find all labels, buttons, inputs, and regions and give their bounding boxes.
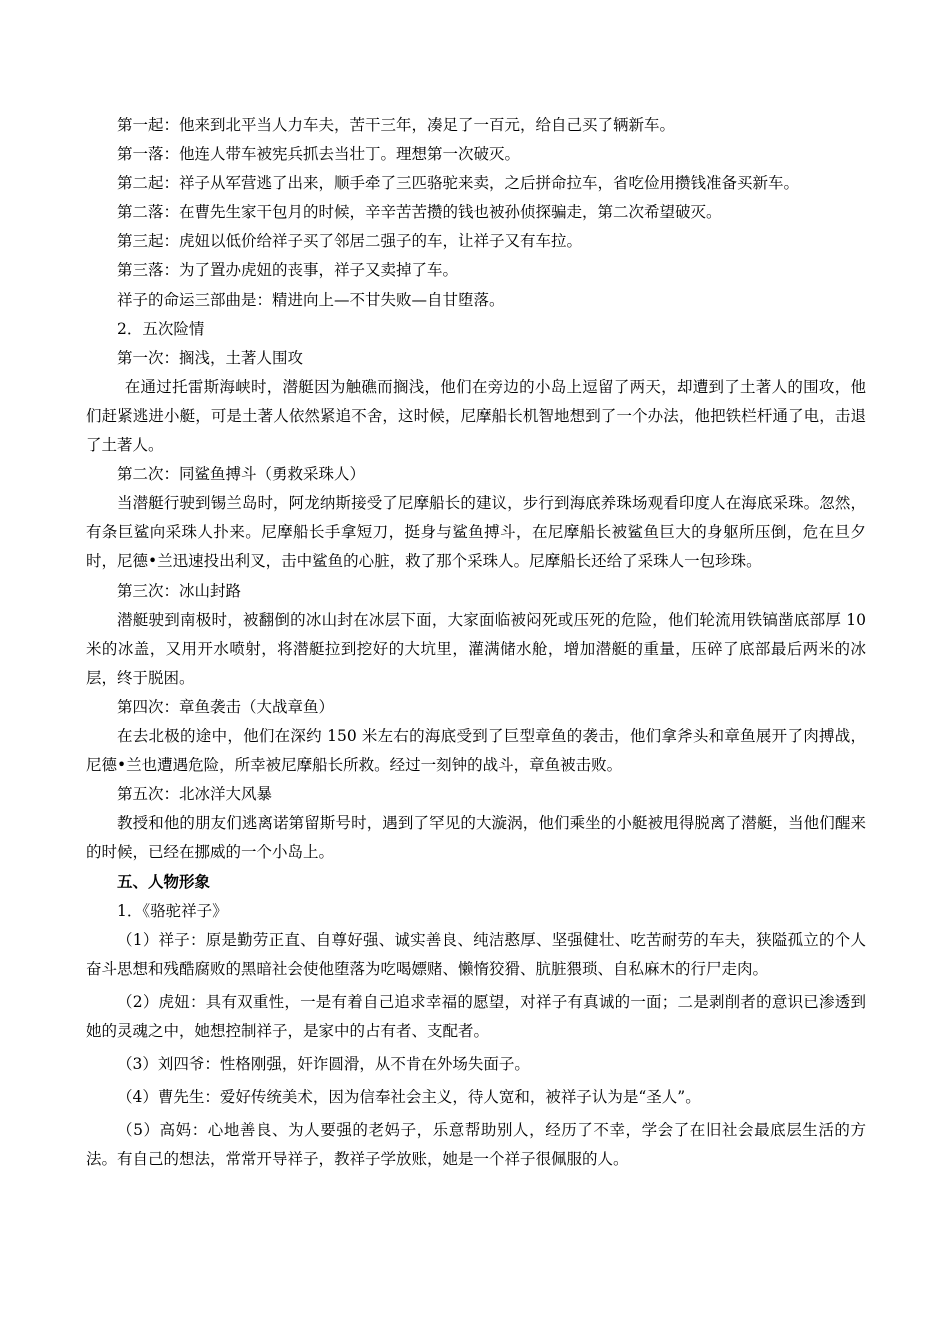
- danger-1-text: 在通过托雷斯海峡时，潜艇因为触礁而搁浅，他们在旁边的小岛上逗留了两天，却遭到了土著人的围攻，他们赶紧逃进小艇，可是土著人依然紧追不舍，这时候，尼摩船长机智地想到了一个办法，他把铁栏杆通了电，击退了土著人。: [86, 377, 866, 455]
- danger-2-title: 第二次：同鲨鱼搏斗（勇救采珠人）: [117, 465, 366, 484]
- paragraph-second-rise: 第二起：祥子从军营逃了出来，顺手牵了三匹骆驼来卖，之后拼命拉车，省吃俭用攒钱准备买新车。: [117, 174, 800, 193]
- character-huniu: （2）虎妞：具有双重性，一是有着自己追求幸福的愿望，对祥子有真诚的一面；二是剥削者的意识已渗透到她的灵魂之中，她想控制祥子，是家中的占有者、支配者。: [86, 992, 866, 1040]
- paragraph-first-rise: 第一起：他来到北平当人力车夫，苦干三年，凑足了一百元，给自己买了辆新车。: [117, 116, 676, 134]
- danger-3-text: 潜艇驶到南极时，被翻倒的冰山封在冰层下面，大家面临被闷死或压死的危险，他们轮流用铁镐凿底部厚 10 米的冰盖，又用开水喷射，将潜艇拉到挖好的大坑里，灌满储水舱，增加潜艇的重量，压碎了底部最后两米的冰层，终于脱困。: [86, 610, 866, 687]
- character-gao-ma: （5）高妈：心地善良、为人要强的老妈子，乐意帮助别人，经历了不幸，学会了在旧社会最底层生活的方法。有自己的想法，常常开导祥子，教祥子学放账，她是一个祥子很佩服的人。: [86, 1121, 866, 1169]
- danger-5-text: 教授和他的朋友们逃离诺第留斯号时，遇到了罕见的大漩涡，他们乘坐的小艇被甩得脱离了潜艇，当他们醒来的时候，已经在挪威的一个小岛上。: [86, 814, 866, 862]
- section-heading-characters: 五、人物形象: [117, 872, 211, 892]
- paragraph-second-fall: 第二落：在曹先生家干包月的时候，辛辛苦苦攒的钱也被孙侦探骗走，第二次希望破灭。: [117, 203, 722, 222]
- character-xiangzi: （1）祥子：原是勤劳正直、自尊好强、诚实善良、纯洁憨厚、坚强健壮、吃苦耐劳的车夫，狭隘孤立的个人奋斗思想和残酷腐败的黑暗社会使他堕落为吃喝嫖赌、懒惰狡猾、肮脏猥琐、自私麻木的行尸走肉。: [86, 930, 866, 978]
- paragraph-first-fall: 第一落：他连人带车被宪兵抓去当壮丁。理想第一次破灭。: [117, 145, 521, 164]
- paragraph-third-fall: 第三落：为了置办虎妞的丧事，祥子又卖掉了车。: [117, 261, 459, 280]
- danger-5-title: 第五次：北冰洋大风暴: [117, 785, 273, 804]
- danger-3-title: 第三次：冰山封路: [117, 581, 242, 600]
- paragraph-third-rise: 第三起：虎妞以低价给祥子买了邻居二强子的车，让祥子又有车拉。: [117, 232, 583, 251]
- document-body: [86, 111, 866, 1174]
- danger-4-text: 在去北极的途中，他们在深约 150 米左右的海底受到了巨型章鱼的袭击，他们拿斧头和章鱼展开了肉搏战，尼德•兰也遭遇危险，所幸被尼摩船长所救。经过一刻钟的战斗，章鱼被击败。: [86, 726, 866, 775]
- subsection-heading-camel-xiangzi: 1．《骆驼祥子》: [117, 901, 228, 920]
- character-liu-siye: （3）刘四爷：性格刚强，奸诈圆滑，从不肯在外场失面子。: [117, 1055, 530, 1073]
- paragraph-fate-trilogy: 祥子的命运三部曲是：精进向上—不甘失败—自甘堕落。: [117, 290, 505, 309]
- danger-4-title: 第四次：章鱼袭击（大战章鱼）: [117, 697, 335, 716]
- danger-2-text: 当潜艇行驶到锡兰岛时，阿龙纳斯接受了尼摩船长的建议，步行到海底养珠场观看印度人在海底采珠。忽然，有条巨鲨向采珠人扑来。尼摩船长手拿短刀，挺身与鲨鱼搏斗，在尼摩船长被鲨鱼巨大的身躯所压倒，危在旦夕时，尼德•兰迅速投出利叉，击中鲨鱼的心脏，救了那个采珠人。尼摩船长还给了采珠人一包珍珠。: [86, 494, 866, 571]
- character-mr-cao: （4）曹先生：爱好传统美术，因为信奉社会主义，待人宽和，被祥子认为是“圣人”。: [117, 1088, 701, 1107]
- danger-1-title: 第一次：搁浅，土著人围攻: [117, 348, 304, 367]
- section-heading-five-dangers: 2．五次险情: [117, 319, 205, 338]
